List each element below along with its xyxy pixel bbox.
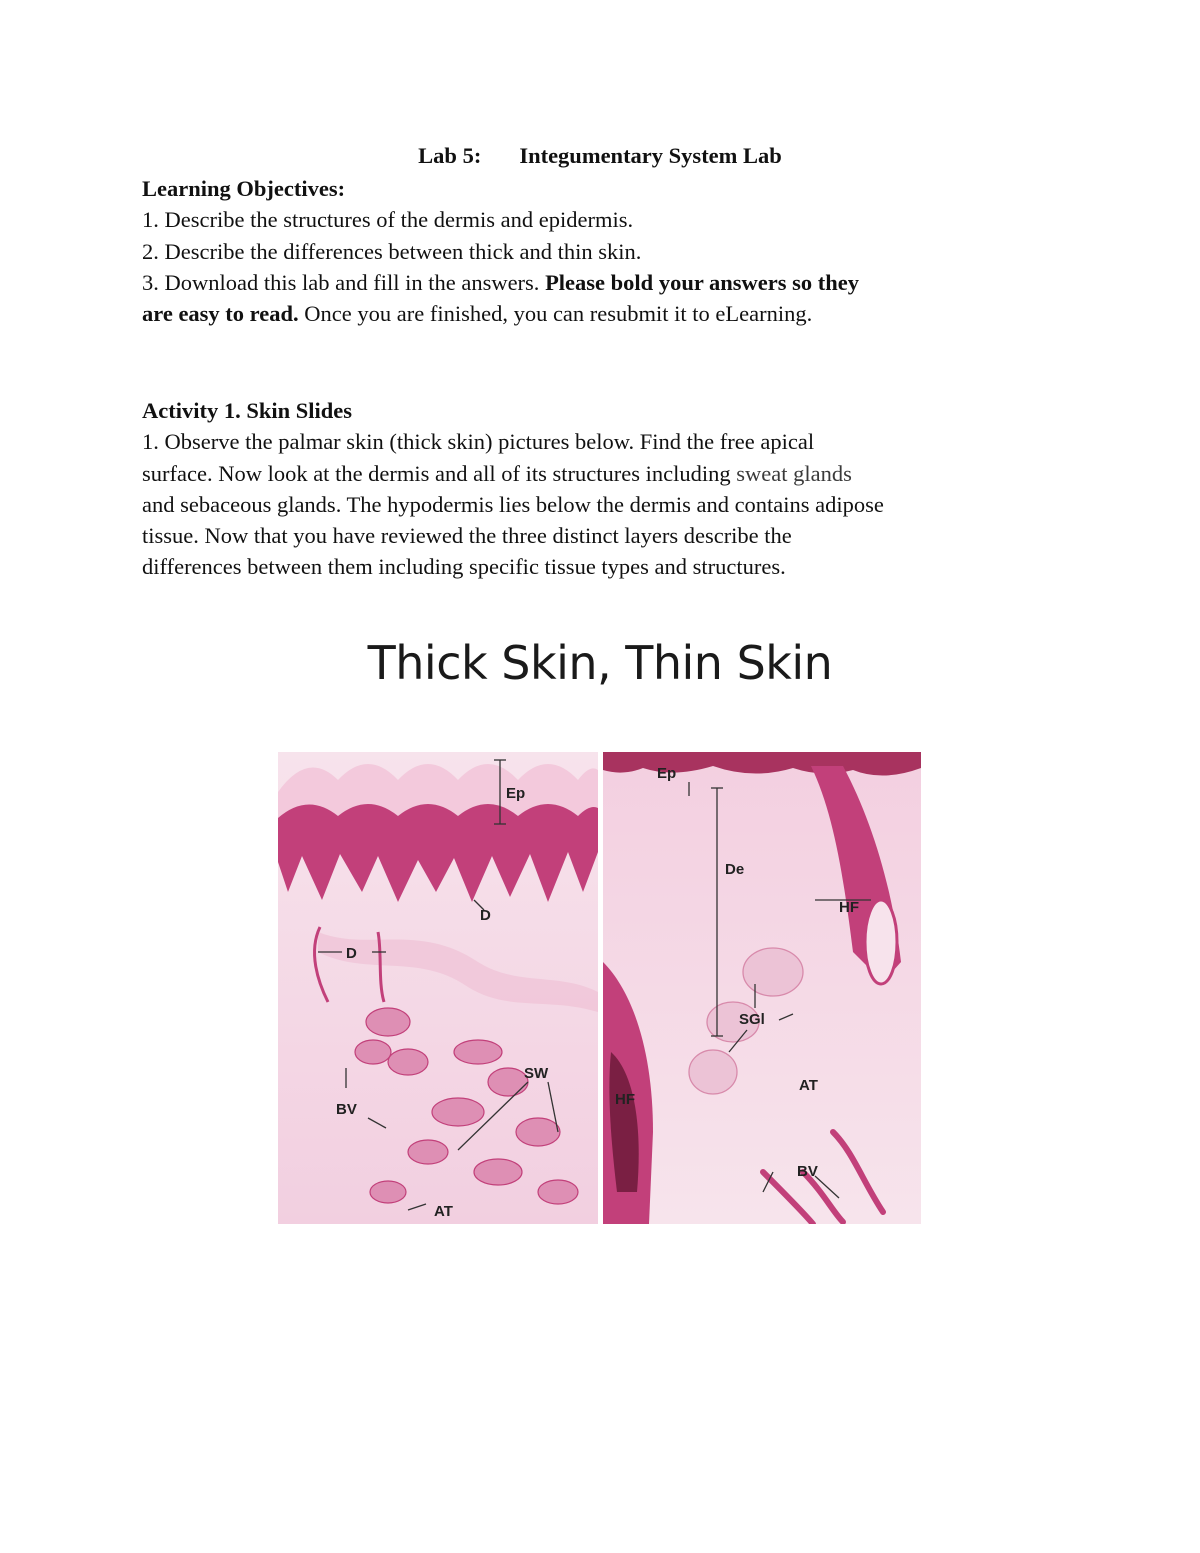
thin-label-sgl: SGl xyxy=(739,1011,765,1028)
lab-number: Lab 5: xyxy=(418,143,482,168)
objectives-heading: Learning Objectives: xyxy=(142,176,346,201)
lab-name: Integumentary System Lab xyxy=(519,143,782,168)
thick-label-at: AT xyxy=(434,1203,453,1220)
figure-title: Thick Skin, Thin Skin xyxy=(367,636,833,690)
thin-label-de: De xyxy=(725,861,745,878)
activity-line-2: surface. Now look at the dermis and all of its structures including sweat glands xyxy=(142,460,852,486)
thin-skin-micrograph xyxy=(603,752,921,1224)
activity-line-4: tissue. Now that you have reviewed the three distinct layers describe the xyxy=(142,523,792,549)
thin-label-bv: BV xyxy=(797,1163,818,1180)
activity-line-3: and sebaceous glands. The hypodermis lies below the dermis and contains adipose xyxy=(142,491,884,517)
thin-label-hf-left: HF xyxy=(615,1091,635,1108)
thick-label-sw: SW xyxy=(524,1065,549,1082)
thick-label-ep: Ep xyxy=(506,785,526,802)
thin-label-at: AT xyxy=(799,1077,818,1094)
thick-label-bv: BV xyxy=(336,1101,357,1118)
thick-label-d-upper: D xyxy=(480,907,491,924)
objectives-section xyxy=(142,173,1062,329)
thick-skin-micrograph xyxy=(278,752,598,1224)
activity-section xyxy=(142,395,1062,583)
objective-3-cont: are easy to read. Once you are finished, you can resubmit it to eLearning. xyxy=(142,301,813,327)
activity-heading: Activity 1. Skin Slides xyxy=(142,398,353,423)
objective-2: 2. Describe the differences between thick and thin skin. xyxy=(142,238,642,264)
objective-1: 1. Describe the structures of the dermis and epidermis. xyxy=(142,207,634,233)
thin-label-hf-right: HF xyxy=(839,899,859,916)
objective-3: 3. Download this lab and fill in the answers. Please bold your answers so they xyxy=(142,269,860,295)
page-title xyxy=(0,143,1200,169)
activity-line-1: 1. Observe the palmar skin (thick skin) pictures below. Find the free apical xyxy=(142,429,815,455)
activity-line-5: differences between them including specific tissue types and structures. xyxy=(142,554,786,580)
thin-label-ep: Ep xyxy=(657,765,677,782)
thick-label-d-lower: D xyxy=(346,945,357,962)
